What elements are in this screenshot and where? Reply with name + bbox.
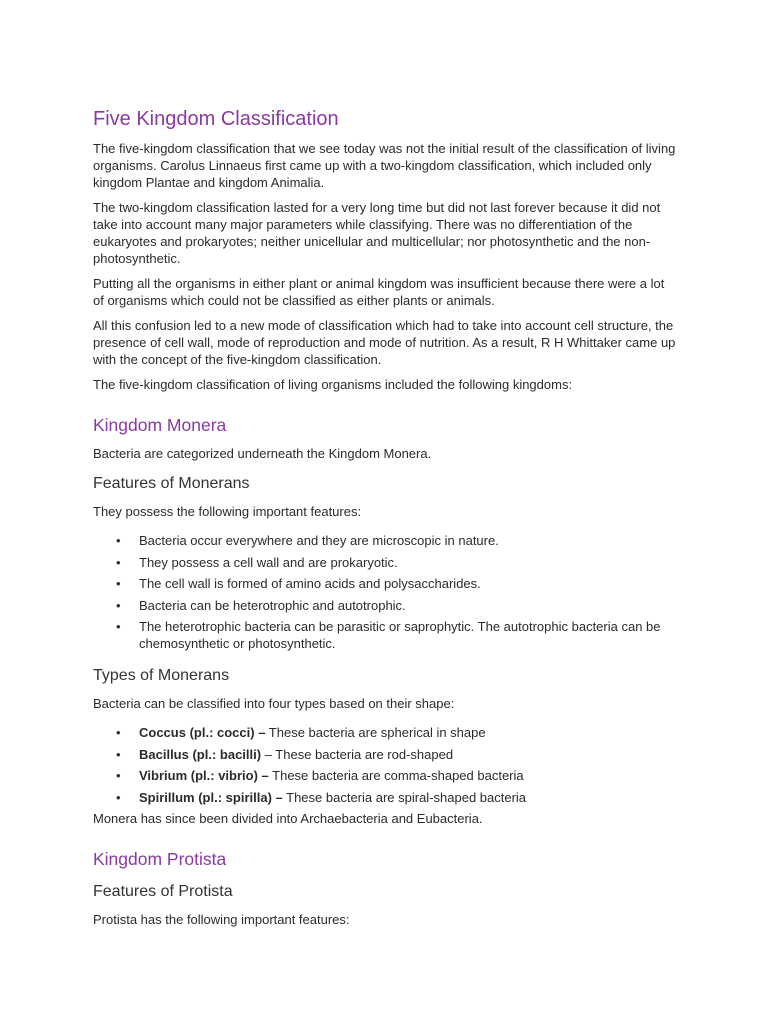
- type-term: Vibrium (pl.: vibrio) –: [139, 768, 269, 783]
- bullet-icon: •: [116, 789, 121, 805]
- bullet-icon: •: [116, 554, 121, 570]
- list-item: [93, 789, 678, 806]
- intro-paragraph-5: The five-kingdom classification of living organisms included the following kingdoms:: [93, 377, 573, 392]
- bullet-icon: •: [116, 725, 121, 740]
- bullet-icon: •: [116, 597, 121, 613]
- type-term: Bacillus (pl.: bacilli): [139, 746, 262, 762]
- bullet-icon: •: [116, 619, 121, 634]
- list-item: [93, 746, 678, 763]
- page-title: Five Kingdom Classification: [93, 108, 339, 130]
- intro-paragraph-4: All this confusion led to a new mode of classification which had to take into account cell structure, the presence of cell wall, mode of reproduction and mode of nutrition. As a result, R H Whittaker came up with the concept of the five-kingdom classification.: [93, 318, 676, 367]
- list-item: • They possess a cell wall and are prokaryotic.: [116, 554, 398, 570]
- monera-intro: Bacteria are categorized underneath the Kingdom Monera.: [93, 446, 432, 461]
- monera-types-list: [93, 724, 678, 806]
- monera-features-list: [93, 532, 678, 652]
- monera-features-intro: They possess the following important features:: [93, 504, 362, 519]
- protista-heading: Kingdom Protista: [93, 849, 227, 869]
- monera-outro: Monera has since been divided into Archaebacteria and Eubacteria.: [93, 811, 483, 826]
- intro-paragraph-3: Putting all the organisms in either plant or animal kingdom was insufficient because there were a lot of organisms which could not be classified as either plants or animals.: [93, 276, 665, 308]
- type-desc: These bacteria are comma-shaped bacteria: [268, 768, 524, 783]
- type-desc: – These bacteria are rod-shaped: [261, 746, 454, 762]
- list-item: • The cell wall is formed of amino acids and polysaccharides.: [116, 576, 481, 591]
- list-item: [93, 724, 678, 741]
- bullet-icon: •: [116, 576, 121, 591]
- list-item: • The heterotrophic bacteria can be parasitic or saprophytic. The autotrophic bacteria can be chemosynthetic or photosynthetic.: [116, 619, 661, 651]
- type-term: Spirillum (pl.: spirilla) –: [139, 789, 283, 805]
- type-desc: These bacteria are spherical in shape: [265, 725, 486, 740]
- bullet-icon: •: [116, 533, 121, 548]
- bullet-icon: •: [116, 746, 121, 762]
- list-item: • Bacteria can be heterotrophic and autotrophic.: [116, 597, 406, 613]
- monera-types-heading: Types of Monerans: [93, 667, 230, 684]
- bullet-icon: •: [116, 768, 121, 783]
- monera-heading: Kingdom Monera: [93, 415, 227, 435]
- intro-paragraph-2: The two-kingdom classification lasted for a very long time but did not last forever because it did not take into account many major parameters while classifying. There was no differentiation of the eukaryotes and prokaryotes; neither unicellular and multicellular; nor photosynthetic and the non-photosynthetic.: [93, 200, 661, 266]
- list-item: [93, 767, 678, 784]
- intro-paragraph-1: The five-kingdom classification that we see today was not the initial result of the classification of living organisms. Carolus Linnaeus first came up with a two-kingdom classification, which included only kingdom Plantae and kingdom Animalia.: [93, 141, 676, 190]
- protista-features-heading: Features of Protista: [93, 883, 233, 900]
- protista-features-intro: Protista has the following important features:: [93, 912, 350, 927]
- list-item: • Bacteria occur everywhere and they are microscopic in nature.: [116, 533, 499, 548]
- type-desc: These bacteria are spiral-shaped bacteria: [282, 789, 527, 805]
- monera-features-heading: Features of Monerans: [93, 475, 250, 492]
- type-term: Coccus (pl.: cocci) –: [139, 725, 266, 740]
- document-page: [93, 106, 678, 936]
- monera-types-intro: Bacteria can be classified into four types based on their shape:: [93, 696, 455, 711]
